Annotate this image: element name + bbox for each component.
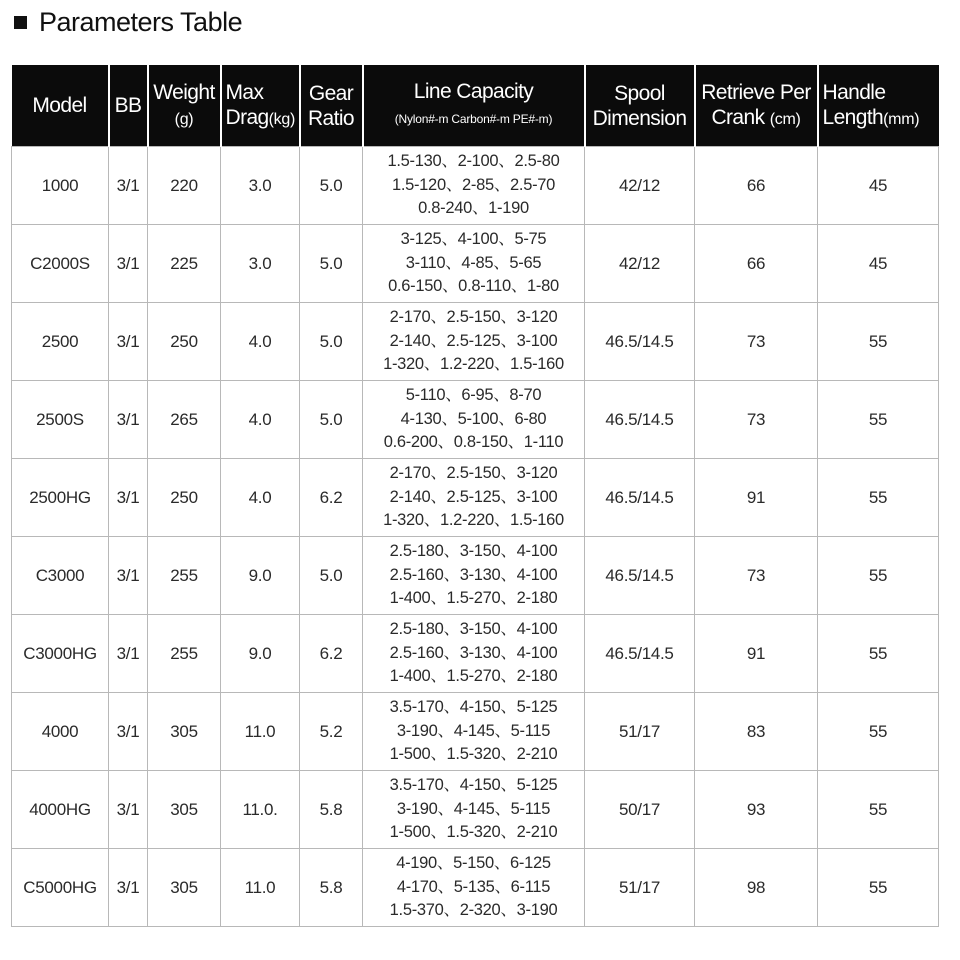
cell-line-capacity [363, 771, 585, 849]
header-dimension-label: Dimension [592, 106, 687, 130]
header-model-label: Model [32, 94, 87, 117]
cell-max-drag: 11.0 [221, 693, 300, 771]
page-title-text: Parameters Table [39, 6, 243, 37]
cell-handle-length: 55 [818, 615, 939, 693]
line-capacity-pe: 0.8-240、1-190 [418, 199, 529, 218]
table-row [12, 381, 939, 459]
header-gear-label: Gear [308, 81, 354, 105]
line-capacity-carbon: 4-170、5-135、6-115 [396, 877, 551, 896]
line-capacity-nylon: 5-110、6-95、8-70 [405, 386, 542, 405]
cell-spool-dimension: 42/12 [585, 225, 695, 303]
header-max-label: Max [225, 80, 264, 104]
cell-handle-length: 55 [818, 537, 939, 615]
line-capacity-nylon: 2.5-180、3-150、4-100 [389, 542, 558, 561]
cell-spool-dimension: 51/17 [585, 693, 695, 771]
line-capacity-carbon: 2.5-160、3-130、4-100 [389, 565, 558, 584]
line-capacity-carbon: 2-140、2.5-125、3-100 [389, 487, 558, 506]
cell-model: 1000 [12, 147, 109, 225]
table-row [12, 459, 939, 537]
cell-bb: 3/1 [109, 459, 148, 537]
table-row [12, 693, 939, 771]
cell-line-capacity [363, 459, 585, 537]
line-capacity-pe: 0.6-200、0.8-150、1-110 [383, 433, 564, 452]
cell-bb: 3/1 [109, 693, 148, 771]
header-drag-label: Drag [225, 105, 269, 129]
header-weight-unit: (g) [174, 110, 194, 128]
cell-line-capacity [363, 147, 585, 225]
cell-line-capacity [363, 615, 585, 693]
title-square-icon [14, 16, 27, 29]
cell-bb: 3/1 [109, 615, 148, 693]
cell-max-drag: 4.0 [221, 381, 300, 459]
line-capacity-nylon: 3.5-170、4-150、5-125 [389, 776, 558, 795]
cell-model: C3000HG [12, 615, 109, 693]
cell-line-capacity [363, 225, 585, 303]
table-body [12, 147, 939, 927]
header-spool-label: Spool [614, 81, 665, 105]
header-spool-dimension [585, 65, 695, 147]
header-line-capacity [363, 65, 585, 147]
cell-handle-length: 55 [818, 693, 939, 771]
line-capacity-nylon: 1.5-130、2-100、2.5-80 [387, 152, 560, 171]
header-crank-unit: (cm) [769, 110, 801, 128]
cell-model: C2000S [12, 225, 109, 303]
cell-bb: 3/1 [109, 303, 148, 381]
cell-gear-ratio: 5.0 [300, 381, 363, 459]
line-capacity-carbon: 2-140、2.5-125、3-100 [389, 331, 558, 350]
cell-handle-length: 55 [818, 303, 939, 381]
cell-bb: 3/1 [109, 225, 148, 303]
cell-handle-length: 45 [818, 225, 939, 303]
cell-bb: 3/1 [109, 849, 148, 927]
cell-retrieve-per-crank: 66 [695, 147, 818, 225]
cell-weight: 265 [148, 381, 221, 459]
line-capacity-pe: 1-320、1.2-220、1.5-160 [383, 355, 564, 374]
cell-spool-dimension: 46.5/14.5 [585, 381, 695, 459]
header-row [12, 65, 939, 147]
cell-retrieve-per-crank: 91 [695, 615, 818, 693]
table-row [12, 225, 939, 303]
cell-model: 2500S [12, 381, 109, 459]
cell-weight: 250 [148, 459, 221, 537]
cell-retrieve-per-crank: 66 [695, 225, 818, 303]
header-max-drag [221, 65, 300, 147]
cell-weight: 255 [148, 537, 221, 615]
line-capacity-pe: 1-320、1.2-220、1.5-160 [383, 511, 564, 530]
header-length-label: Length [822, 105, 884, 129]
table-row [12, 147, 939, 225]
cell-model: 2500 [12, 303, 109, 381]
cell-max-drag: 9.0 [221, 537, 300, 615]
cell-handle-length: 55 [818, 849, 939, 927]
cell-weight: 305 [148, 849, 221, 927]
header-drag-unit: (kg) [268, 110, 295, 128]
cell-model: 4000HG [12, 771, 109, 849]
cell-handle-length: 55 [818, 459, 939, 537]
cell-line-capacity [363, 849, 585, 927]
cell-model: C3000 [12, 537, 109, 615]
header-retrieve-per-crank [695, 65, 818, 147]
parameters-table [11, 65, 939, 927]
header-line-capacity-label: Line Capacity [413, 80, 534, 103]
cell-retrieve-per-crank: 98 [695, 849, 818, 927]
line-capacity-pe: 1-400、1.5-270、2-180 [389, 589, 558, 608]
line-capacity-nylon: 4-190、5-150、6-125 [396, 854, 551, 873]
line-capacity-pe: 1-500、1.5-320、2-210 [389, 823, 558, 842]
table-row [12, 303, 939, 381]
line-capacity-carbon: 4-130、5-100、6-80 [400, 409, 547, 428]
header-handle-length [818, 65, 939, 147]
line-capacity-nylon: 2.5-180、3-150、4-100 [389, 620, 558, 639]
cell-gear-ratio: 5.0 [300, 147, 363, 225]
line-capacity-pe: 1-400、1.5-270、2-180 [389, 667, 558, 686]
line-capacity-carbon: 1.5-120、2-85、2.5-70 [391, 175, 556, 194]
cell-weight: 305 [148, 771, 221, 849]
header-length-unit: (mm) [883, 110, 920, 128]
cell-bb: 3/1 [109, 537, 148, 615]
cell-max-drag: 3.0 [221, 147, 300, 225]
cell-line-capacity [363, 537, 585, 615]
cell-max-drag: 11.0 [221, 849, 300, 927]
line-capacity-carbon: 3-190、4-145、5-115 [396, 799, 551, 818]
cell-handle-length: 45 [818, 147, 939, 225]
cell-gear-ratio: 5.0 [300, 303, 363, 381]
table-row [12, 849, 939, 927]
cell-spool-dimension: 46.5/14.5 [585, 459, 695, 537]
cell-model: 4000 [12, 693, 109, 771]
cell-model: C5000HG [12, 849, 109, 927]
header-weight [148, 65, 221, 147]
cell-model: 2500HG [12, 459, 109, 537]
header-line-capacity-sub: (Nylon#-m Carbon#-m PE#-m) [394, 112, 553, 126]
cell-spool-dimension: 42/12 [585, 147, 695, 225]
table-row [12, 615, 939, 693]
cell-retrieve-per-crank: 73 [695, 537, 818, 615]
cell-retrieve-per-crank: 93 [695, 771, 818, 849]
table-row [12, 537, 939, 615]
cell-gear-ratio: 5.8 [300, 771, 363, 849]
line-capacity-nylon: 2-170、2.5-150、3-120 [389, 464, 558, 483]
cell-spool-dimension: 50/17 [585, 771, 695, 849]
line-capacity-carbon: 3-190、4-145、5-115 [396, 721, 551, 740]
cell-line-capacity [363, 381, 585, 459]
cell-line-capacity [363, 303, 585, 381]
cell-max-drag: 3.0 [221, 225, 300, 303]
cell-max-drag: 4.0 [221, 303, 300, 381]
cell-max-drag: 11.0. [221, 771, 300, 849]
line-capacity-nylon: 3-125、4-100、5-75 [400, 230, 547, 249]
header-retrieve-label: Retrieve Per [701, 80, 811, 104]
cell-weight: 255 [148, 615, 221, 693]
cell-retrieve-per-crank: 91 [695, 459, 818, 537]
line-capacity-pe: 0.6-150、0.8-110、1-80 [388, 277, 559, 296]
cell-spool-dimension: 46.5/14.5 [585, 615, 695, 693]
table-row [12, 771, 939, 849]
header-crank-label: Crank [711, 105, 765, 129]
cell-bb: 3/1 [109, 771, 148, 849]
cell-gear-ratio: 5.2 [300, 693, 363, 771]
cell-weight: 250 [148, 303, 221, 381]
header-model [12, 65, 109, 147]
cell-max-drag: 4.0 [221, 459, 300, 537]
cell-gear-ratio: 5.8 [300, 849, 363, 927]
cell-max-drag: 9.0 [221, 615, 300, 693]
header-handle-label: Handle [822, 80, 886, 104]
cell-gear-ratio: 6.2 [300, 459, 363, 537]
line-capacity-pe: 1.5-370、2-320、3-190 [389, 901, 558, 920]
header-bb-label: BB [114, 94, 142, 117]
cell-line-capacity [363, 693, 585, 771]
header-gear-ratio [300, 65, 363, 147]
line-capacity-carbon: 3-110、4-85、5-65 [405, 253, 542, 272]
line-capacity-nylon: 2-170、2.5-150、3-120 [389, 308, 558, 327]
cell-handle-length: 55 [818, 771, 939, 849]
line-capacity-carbon: 2.5-160、3-130、4-100 [389, 643, 558, 662]
line-capacity-nylon: 3.5-170、4-150、5-125 [389, 698, 558, 717]
cell-gear-ratio: 6.2 [300, 615, 363, 693]
cell-retrieve-per-crank: 73 [695, 303, 818, 381]
cell-spool-dimension: 51/17 [585, 849, 695, 927]
cell-handle-length: 55 [818, 381, 939, 459]
line-capacity-pe: 1-500、1.5-320、2-210 [389, 745, 558, 764]
cell-bb: 3/1 [109, 147, 148, 225]
cell-spool-dimension: 46.5/14.5 [585, 537, 695, 615]
cell-weight: 305 [148, 693, 221, 771]
header-ratio-label: Ratio [307, 106, 355, 130]
cell-spool-dimension: 46.5/14.5 [585, 303, 695, 381]
cell-weight: 220 [148, 147, 221, 225]
page-title [14, 2, 242, 42]
cell-retrieve-per-crank: 73 [695, 381, 818, 459]
header-weight-label: Weight [153, 80, 215, 104]
cell-bb: 3/1 [109, 381, 148, 459]
cell-retrieve-per-crank: 83 [695, 693, 818, 771]
cell-gear-ratio: 5.0 [300, 537, 363, 615]
cell-gear-ratio: 5.0 [300, 225, 363, 303]
header-bb [109, 65, 148, 147]
cell-weight: 225 [148, 225, 221, 303]
